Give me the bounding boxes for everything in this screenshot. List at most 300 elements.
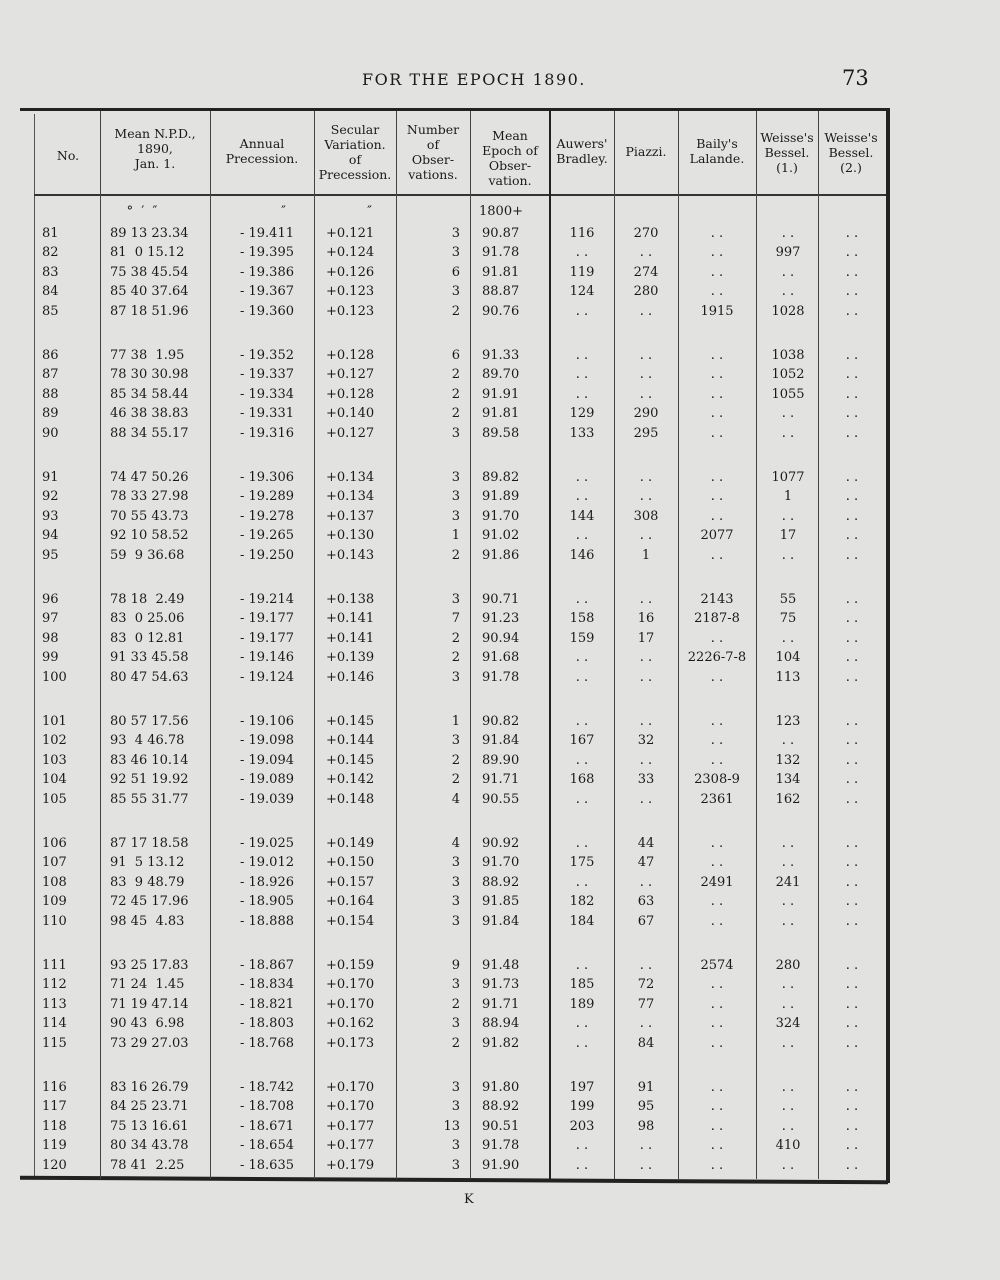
cell-no: 89 (42, 406, 59, 422)
cell-nobs: 9 (451, 958, 460, 973)
cell-bradley: . . (575, 386, 589, 402)
cell-no: 108 (42, 874, 67, 890)
cell-secular: +0.148 (326, 791, 375, 807)
cell-annual: - 18.654 (239, 1138, 294, 1154)
cell-annual: - 19.367 (239, 284, 294, 300)
cell-bradley: 175 (569, 855, 595, 871)
table-row (20, 714, 888, 734)
cell-nobs: 2 (451, 303, 460, 319)
cell-piazzi: . . (639, 592, 653, 607)
cell-epoch: 90.87 (482, 226, 520, 241)
cell-piazzi: 16 (637, 611, 655, 627)
cell-nobs: 3 (451, 669, 460, 685)
cell-npd: 81 0 15.12 (110, 245, 185, 261)
cell-no: 90 (42, 425, 59, 441)
cell-secular: +0.177 (326, 1118, 375, 1134)
cell-annual: - 19.289 (239, 489, 294, 505)
cell-bessel1: 280 (775, 958, 801, 973)
epoch-unit: 1800+ (479, 204, 523, 219)
cell-npd: 89 13 23.34 (110, 226, 189, 241)
cell-bessel2: . . (845, 650, 859, 666)
cell-annual: - 19.334 (239, 386, 294, 402)
header-bailys-lalande: Baily's Lalande. (689, 136, 745, 166)
cell-npd: 83 9 48.79 (110, 874, 185, 890)
header-mean-epoch: Mean Epoch of Obser- vation. (482, 128, 538, 188)
cell-bradley: 182 (569, 894, 595, 910)
cell-piazzi: 63 (637, 894, 655, 910)
cell-lalande: 2574 (700, 958, 734, 973)
cell-annual: - 19.306 (239, 470, 294, 485)
cell-nobs: 1 (451, 714, 460, 729)
cell-epoch: 91.85 (482, 894, 520, 910)
cell-epoch: 91.81 (482, 406, 520, 422)
cell-epoch: 91.02 (482, 528, 520, 544)
cell-nobs: 3 (451, 1138, 460, 1154)
cell-piazzi: 44 (637, 836, 655, 851)
cell-bessel2: . . (845, 733, 859, 749)
cell-epoch: 89.82 (482, 470, 520, 485)
header-secular-variation: Secular Variation. of Precession. (318, 122, 392, 182)
cell-bradley: . . (575, 245, 589, 261)
cell-bessel2: . . (845, 284, 859, 300)
cell-no: 93 (42, 508, 59, 524)
cell-bessel2: . . (845, 470, 859, 485)
cell-bradley: . . (575, 470, 589, 485)
cell-bradley: . . (575, 1016, 589, 1032)
cell-bessel1: 410 (775, 1138, 801, 1154)
cell-bessel1: . . (781, 406, 795, 422)
cell-piazzi: . . (639, 1138, 653, 1154)
cell-bessel1: 1028 (771, 303, 805, 319)
cell-nobs: 3 (451, 894, 460, 910)
cell-bradley: . . (575, 592, 589, 607)
cell-secular: +0.170 (326, 996, 375, 1012)
cell-bessel2: . . (845, 752, 859, 768)
cell-nobs: 6 (451, 348, 460, 363)
cell-epoch: 89.90 (482, 752, 520, 768)
cell-annual: - 18.834 (239, 977, 294, 993)
cell-secular: +0.142 (326, 772, 375, 788)
cell-npd: 59 9 36.68 (110, 547, 185, 563)
cell-bessel1: . . (781, 425, 795, 441)
cell-no: 113 (42, 996, 67, 1012)
cell-nobs: 3 (451, 284, 460, 300)
cell-bessel1: 123 (775, 714, 801, 729)
page-number: 73 (842, 66, 869, 90)
cell-secular: +0.138 (326, 592, 375, 607)
cell-bessel1: 241 (775, 874, 801, 890)
cell-bessel2: . . (845, 874, 859, 890)
cell-piazzi: . . (639, 528, 653, 544)
cell-epoch: 91.84 (482, 733, 520, 749)
cell-piazzi: . . (639, 245, 653, 261)
cell-bessel1: 132 (775, 752, 801, 768)
cell-npd: 78 33 27.98 (110, 489, 189, 505)
cell-no: 114 (42, 1016, 67, 1032)
cell-piazzi: 32 (637, 733, 655, 749)
cell-epoch: 91.86 (482, 547, 520, 563)
cell-piazzi: 67 (637, 913, 655, 929)
cell-secular: +0.141 (326, 630, 375, 646)
header-rule (34, 194, 886, 196)
cell-bessel2: . . (845, 1080, 859, 1095)
cell-annual: - 19.106 (239, 714, 294, 729)
cell-npd: 85 40 37.64 (110, 284, 189, 300)
cell-piazzi: . . (639, 1016, 653, 1032)
cell-npd: 83 16 26.79 (110, 1080, 189, 1095)
cell-epoch: 91.78 (482, 245, 520, 261)
cell-bradley: . . (575, 752, 589, 768)
cell-secular: +0.141 (326, 611, 375, 627)
cell-no: 81 (42, 226, 59, 241)
cell-bessel2: . . (845, 836, 859, 851)
cell-lalande: . . (710, 1118, 724, 1134)
cell-epoch: 91.89 (482, 489, 520, 505)
cell-bessel1: 1 (783, 489, 793, 505)
cell-no: 83 (42, 264, 59, 280)
cell-bradley: . . (575, 1138, 589, 1154)
header-auwers-bradley: Auwers' Bradley. (556, 136, 608, 166)
cell-secular: +0.128 (326, 386, 375, 402)
signature-mark: K (464, 1192, 474, 1207)
cell-no: 106 (42, 836, 67, 851)
cell-annual: - 19.386 (239, 264, 294, 280)
cell-bessel2: . . (845, 894, 859, 910)
table-row (20, 792, 888, 812)
cell-bessel1: . . (781, 226, 795, 241)
cell-epoch: 90.51 (482, 1118, 520, 1134)
cell-no: 85 (42, 303, 59, 319)
cell-no: 97 (42, 611, 59, 627)
cell-lalande: . . (710, 1080, 724, 1095)
cell-annual: - 18.926 (239, 874, 294, 890)
cell-no: 111 (42, 958, 67, 973)
cell-npd: 90 43 6.98 (110, 1016, 185, 1032)
cell-nobs: 3 (451, 1016, 460, 1032)
cell-bradley: . . (575, 348, 589, 363)
table-row (20, 548, 888, 568)
cell-bessel2: . . (845, 489, 859, 505)
cell-bessel1: . . (781, 264, 795, 280)
cell-epoch: 91.33 (482, 348, 520, 363)
cell-npd: 75 13 16.61 (110, 1118, 189, 1134)
cell-lalande: . . (710, 630, 724, 646)
cell-bessel1: . . (781, 630, 795, 646)
cell-no: 92 (42, 489, 59, 505)
cell-no: 86 (42, 348, 59, 363)
cell-secular: +0.159 (326, 958, 375, 973)
cell-no: 115 (42, 1035, 67, 1051)
cell-bradley: 129 (569, 406, 595, 422)
table-row (20, 367, 888, 387)
cell-nobs: 1 (451, 528, 460, 544)
cell-bradley: 116 (569, 226, 595, 241)
units-row (20, 204, 888, 224)
cell-annual: - 18.867 (239, 958, 294, 973)
cell-npd: 78 30 30.98 (110, 367, 189, 383)
table-row (20, 1138, 888, 1158)
cell-no: 102 (42, 733, 67, 749)
cell-npd: 72 45 17.96 (110, 894, 189, 910)
cell-bessel2: . . (845, 367, 859, 383)
cell-piazzi: . . (639, 650, 653, 666)
cell-no: 119 (42, 1138, 67, 1154)
running-head-title: FOR THE EPOCH 1890. (362, 70, 586, 89)
cell-lalande: . . (710, 836, 724, 851)
cell-secular: +0.177 (326, 1138, 375, 1154)
cell-nobs: 3 (451, 470, 460, 485)
cell-piazzi: . . (639, 752, 653, 768)
cell-epoch: 90.71 (482, 592, 520, 607)
cell-npd: 71 24 1.45 (110, 977, 185, 993)
cell-lalande: . . (710, 386, 724, 402)
table-row (20, 855, 888, 875)
cell-piazzi: 72 (637, 977, 655, 993)
cell-bessel1: . . (781, 1099, 795, 1115)
cell-nobs: 3 (451, 1099, 460, 1115)
cell-nobs: 3 (451, 1080, 460, 1095)
cell-bessel2: . . (845, 1099, 859, 1115)
cell-bessel2: . . (845, 1016, 859, 1032)
header-weisses-bessel-2: Weisse's Bessel. (2.) (824, 130, 878, 175)
cell-bessel1: 17 (779, 528, 797, 544)
cell-annual: - 18.803 (239, 1016, 294, 1032)
cell-bessel1: 997 (775, 245, 801, 261)
cell-epoch: 91.91 (482, 386, 520, 402)
cell-epoch: 91.48 (482, 958, 520, 973)
cell-bessel1: . . (781, 733, 795, 749)
cell-epoch: 91.68 (482, 650, 520, 666)
table-row (20, 753, 888, 773)
header-weisses-bessel-1: Weisse's Bessel. (1.) (760, 130, 814, 175)
table-row (20, 1016, 888, 1036)
cell-lalande: . . (710, 894, 724, 910)
cell-bessel2: . . (845, 303, 859, 319)
cell-bessel2: . . (845, 245, 859, 261)
cell-epoch: 91.78 (482, 669, 520, 685)
cell-annual: - 19.177 (239, 611, 294, 627)
cell-secular: +0.127 (326, 367, 375, 383)
cell-piazzi: . . (639, 367, 653, 383)
header-piazzi: Piazzi. (625, 144, 667, 159)
cell-epoch: 88.94 (482, 1016, 520, 1032)
cell-nobs: 3 (451, 425, 460, 441)
table-row (20, 406, 888, 426)
cell-piazzi: . . (639, 874, 653, 890)
table-row (20, 611, 888, 631)
cell-lalande: . . (710, 367, 724, 383)
cell-nobs: 4 (451, 836, 460, 851)
cell-secular: +0.145 (326, 714, 375, 729)
table-row (20, 528, 888, 548)
cell-annual: - 19.265 (239, 528, 294, 544)
cell-bradley: . . (575, 1157, 589, 1173)
cell-npd: 83 0 25.06 (110, 611, 185, 627)
cell-nobs: 3 (451, 913, 460, 929)
cell-lalande: . . (710, 752, 724, 768)
cell-bessel1: . . (781, 855, 795, 871)
cell-no: 88 (42, 386, 59, 402)
cell-secular: +0.139 (326, 650, 375, 666)
cell-bradley: 144 (569, 508, 595, 524)
cell-secular: +0.124 (326, 245, 375, 261)
cell-bessel2: . . (845, 264, 859, 280)
cell-lalande: 1915 (700, 303, 734, 319)
cell-lalande: 2226-7-8 (687, 650, 747, 666)
cell-annual: - 19.039 (239, 791, 294, 807)
table-row (20, 592, 888, 612)
cell-piazzi: . . (639, 489, 653, 505)
cell-npd: 91 5 13.12 (110, 855, 185, 871)
cell-epoch: 91.73 (482, 977, 520, 993)
cell-lalande: . . (710, 1099, 724, 1115)
cell-epoch: 90.82 (482, 714, 520, 729)
cell-npd: 93 4 46.78 (110, 733, 185, 749)
cell-secular: +0.143 (326, 547, 375, 563)
cell-nobs: 2 (451, 406, 460, 422)
cell-nobs: 3 (451, 855, 460, 871)
header-mean-npd: Mean N.P.D., 1890, Jan. 1. (114, 126, 196, 171)
cell-bradley: . . (575, 303, 589, 319)
cell-lalande: . . (710, 714, 724, 729)
table-row (20, 348, 888, 368)
secular-unit: ″ (367, 204, 372, 219)
cell-lalande: . . (710, 547, 724, 563)
cell-no: 118 (42, 1118, 67, 1134)
cell-no: 109 (42, 894, 67, 910)
cell-secular: +0.128 (326, 348, 375, 363)
table-row (20, 304, 888, 324)
cell-lalande: . . (710, 1138, 724, 1154)
cell-no: 96 (42, 592, 59, 607)
cell-nobs: 2 (451, 772, 460, 788)
cell-bessel2: . . (845, 508, 859, 524)
cell-lalande: . . (710, 913, 724, 929)
cell-lalande: . . (710, 425, 724, 441)
cell-epoch: 90.92 (482, 836, 520, 851)
cell-secular: +0.145 (326, 752, 375, 768)
cell-bessel2: . . (845, 855, 859, 871)
cell-nobs: 3 (451, 489, 460, 505)
cell-nobs: 3 (451, 245, 460, 261)
cell-lalande: 2491 (700, 874, 734, 890)
cell-epoch: 91.84 (482, 913, 520, 929)
table-row (20, 226, 888, 246)
annual-unit: ″ (281, 204, 286, 219)
cell-nobs: 2 (451, 547, 460, 563)
cell-nobs: 2 (451, 650, 460, 666)
cell-lalande: . . (710, 1016, 724, 1032)
cell-secular: +0.157 (326, 874, 375, 890)
cell-nobs: 2 (451, 630, 460, 646)
cell-bradley: . . (575, 489, 589, 505)
cell-bessel2: . . (845, 791, 859, 807)
cell-npd: 83 46 10.14 (110, 752, 189, 768)
cell-secular: +0.162 (326, 1016, 375, 1032)
table-row (20, 470, 888, 490)
cell-no: 116 (42, 1080, 67, 1095)
cell-piazzi: . . (639, 714, 653, 729)
cell-bessel1: . . (781, 508, 795, 524)
cell-annual: - 19.360 (239, 303, 294, 319)
cell-bradley: . . (575, 1035, 589, 1051)
cell-bradley: 199 (569, 1099, 595, 1115)
cell-nobs: 4 (451, 791, 460, 807)
cell-no: 112 (42, 977, 67, 993)
cell-nobs: 3 (451, 977, 460, 993)
cell-secular: +0.121 (326, 226, 375, 241)
cell-bradley: . . (575, 650, 589, 666)
cell-bessel1: . . (781, 1157, 795, 1173)
cell-secular: +0.173 (326, 1035, 375, 1051)
cell-bessel2: . . (845, 528, 859, 544)
cell-piazzi: 290 (633, 406, 659, 422)
cell-epoch: 91.71 (482, 996, 520, 1012)
cell-bessel1: 162 (775, 791, 801, 807)
cell-secular: +0.150 (326, 855, 375, 871)
cell-bessel1: 1055 (771, 386, 805, 402)
cell-bradley: 185 (569, 977, 595, 993)
cell-bessel1: 1077 (771, 470, 805, 485)
cell-bessel2: . . (845, 772, 859, 788)
table-row (20, 977, 888, 997)
cell-bessel1: 1038 (771, 348, 805, 363)
cell-secular: +0.154 (326, 913, 375, 929)
cell-bessel1: 75 (779, 611, 797, 627)
cell-piazzi: 77 (637, 996, 655, 1012)
cell-annual: - 19.025 (239, 836, 294, 851)
table-row (20, 1036, 888, 1056)
cell-bessel2: . . (845, 714, 859, 729)
cell-bessel2: . . (845, 406, 859, 422)
table-row (20, 997, 888, 1017)
cell-piazzi: 274 (633, 264, 659, 280)
cell-bessel1: . . (781, 836, 795, 851)
cell-bessel2: . . (845, 1138, 859, 1154)
cell-lalande: 2077 (700, 528, 734, 544)
cell-bessel2: . . (845, 996, 859, 1012)
cell-nobs: 3 (451, 592, 460, 607)
cell-lalande: . . (710, 669, 724, 685)
cell-annual: - 19.411 (239, 226, 294, 241)
npd-unit: ° ′ ″ (126, 204, 158, 219)
cell-lalande: . . (710, 855, 724, 871)
cell-annual: - 19.278 (239, 508, 294, 524)
cell-annual: - 19.089 (239, 772, 294, 788)
cell-lalande: . . (710, 977, 724, 993)
cell-annual: - 19.250 (239, 547, 294, 563)
cell-epoch: 91.70 (482, 855, 520, 871)
table-row (20, 914, 888, 934)
cell-lalande: . . (710, 733, 724, 749)
cell-piazzi: 84 (637, 1035, 655, 1051)
cell-no: 104 (42, 772, 67, 788)
cell-npd: 46 38 38.83 (110, 406, 189, 422)
cell-nobs: 2 (451, 752, 460, 768)
cell-lalande: . . (710, 284, 724, 300)
cell-npd: 71 19 47.14 (110, 996, 189, 1012)
cell-epoch: 91.71 (482, 772, 520, 788)
table-row (20, 670, 888, 690)
cell-bessel2: . . (845, 226, 859, 241)
cell-piazzi: . . (639, 791, 653, 807)
cell-npd: 91 33 45.58 (110, 650, 189, 666)
cell-no: 84 (42, 284, 59, 300)
cell-no: 98 (42, 630, 59, 646)
cell-bessel2: . . (845, 977, 859, 993)
cell-piazzi: . . (639, 386, 653, 402)
cell-epoch: 90.76 (482, 303, 520, 319)
